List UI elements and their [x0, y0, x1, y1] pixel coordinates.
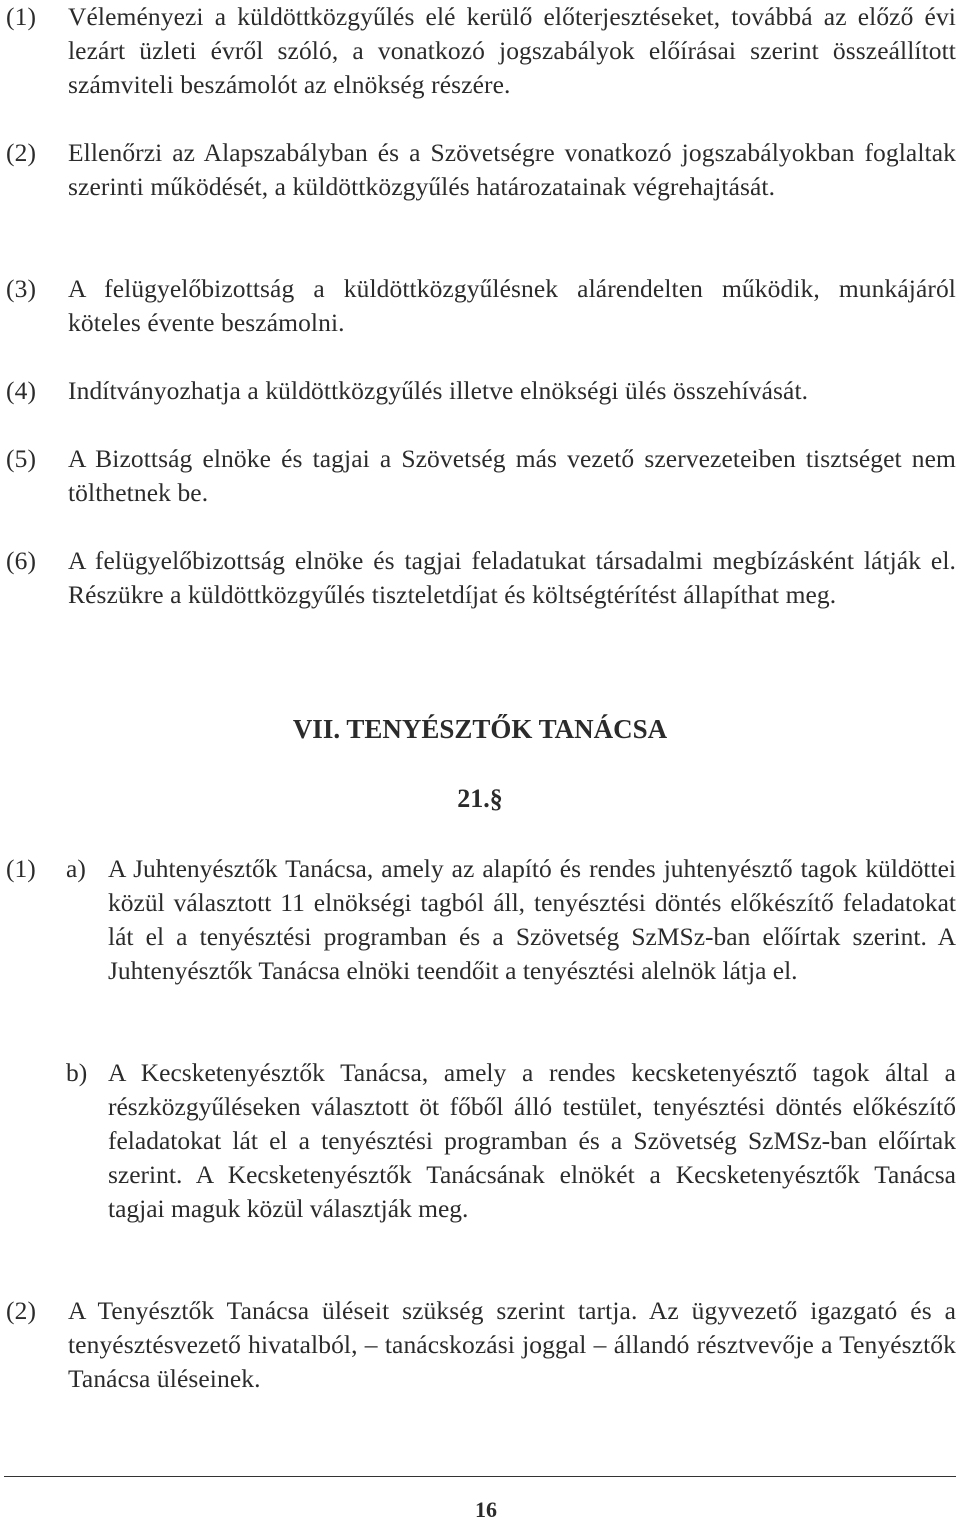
section-paragraph-2	[0, 1294, 956, 1396]
paragraph-text: A Bizottság elnöke és tagjai a Szövetség más vezető szervezeteiben tisztséget nem tölthetnek be.	[68, 444, 956, 507]
section-paragraph-1-b	[0, 1056, 956, 1226]
paragraph-number: (1)	[6, 854, 36, 883]
page-number: 16	[475, 1497, 497, 1522]
paragraph-number: (2)	[6, 138, 37, 167]
paragraph-text: Ellenőrzi az Alapszabályban és a Szövetségre vonatkozó jogszabályokban foglaltak szerinti működését, a küldöttközgyűlés határozatainak végrehajtását.	[68, 138, 956, 201]
footer-divider	[4, 1476, 956, 1477]
paragraph-2	[0, 136, 956, 204]
paragraph-text: Véleményezi a küldöttközgyűlés elé kerülő előterjesztéseket, továbbá az előző évi lezárt üzleti évről szóló, a vonatkozó jogszabályok előírásai szerint összeállított számviteli beszámolót az elnökség részére.	[68, 2, 956, 99]
item-letter: b)	[66, 1058, 88, 1087]
paragraph-4	[0, 374, 956, 408]
item-letter: a)	[66, 854, 86, 883]
paragraph-3	[0, 272, 956, 340]
paragraph-number: (2)	[6, 1296, 37, 1325]
section-title: 21.§	[457, 784, 503, 813]
paragraph-6	[0, 544, 956, 612]
paragraph-number: (4)	[6, 376, 37, 405]
section-paragraph-1-a	[0, 852, 956, 988]
item-text: A Kecsketenyésztők Tanácsa, amely a rendes kecsketenyésztő tagok által a részközgyűléseken választott öt főből álló testület, tenyésztési döntés előkészítő feladatokat lát el a tenyésztési programban és a Szövetség SzMSz-ban előírtak szerint. A Kecsketenyésztők Tanácsának elnökét a Kecsketenyésztők Tanácsa tagjai maguk közül választják meg.	[108, 1058, 956, 1223]
paragraph-number: (3)	[6, 274, 37, 303]
paragraph-text: Indítványozhatja a küldöttközgyűlés illetve elnökségi ülés összehívását.	[68, 376, 809, 405]
paragraph-text: A Tenyésztők Tanácsa üléseit szükség szerint tartja. Az ügyvezető igazgató és a tenyésztésvezető hivatalból, – tanácskozási joggal – állandó résztvevője a Tenyésztők Tanácsa üléseinek.	[68, 1296, 956, 1393]
paragraph-number: (6)	[6, 546, 37, 575]
item-text: A Juhtenyésztők Tanácsa, amely az alapító és rendes juhtenyésztő tagok küldöttei közül választott 11 elnökségi tagból áll, tenyésztési döntés előkészítő feladatokat lát el a tenyésztési programban és a Szövetség SzMSz-ban előírtak szerint. A Juhtenyésztők Tanácsa elnöki teendőit a tenyésztési alelnök látja el.	[108, 854, 956, 985]
paragraph-number: (5)	[6, 444, 37, 473]
paragraph-5	[0, 442, 956, 510]
paragraph-1	[0, 0, 956, 102]
paragraph-text: A felügyelőbizottság a küldöttközgyűlésnek alárendelten működik, munkájáról köteles évente beszámolni.	[68, 274, 956, 337]
paragraph-text: A felügyelőbizottság elnöke és tagjai feladatukat társadalmi megbízásként látják el. Részükre a küldöttközgyűlés tiszteletdíjat és költségtérítést állapíthat meg.	[68, 546, 956, 609]
paragraph-number: (1)	[6, 2, 37, 31]
chapter-title: VII. TENYÉSZTŐK TANÁCSA	[292, 714, 668, 744]
